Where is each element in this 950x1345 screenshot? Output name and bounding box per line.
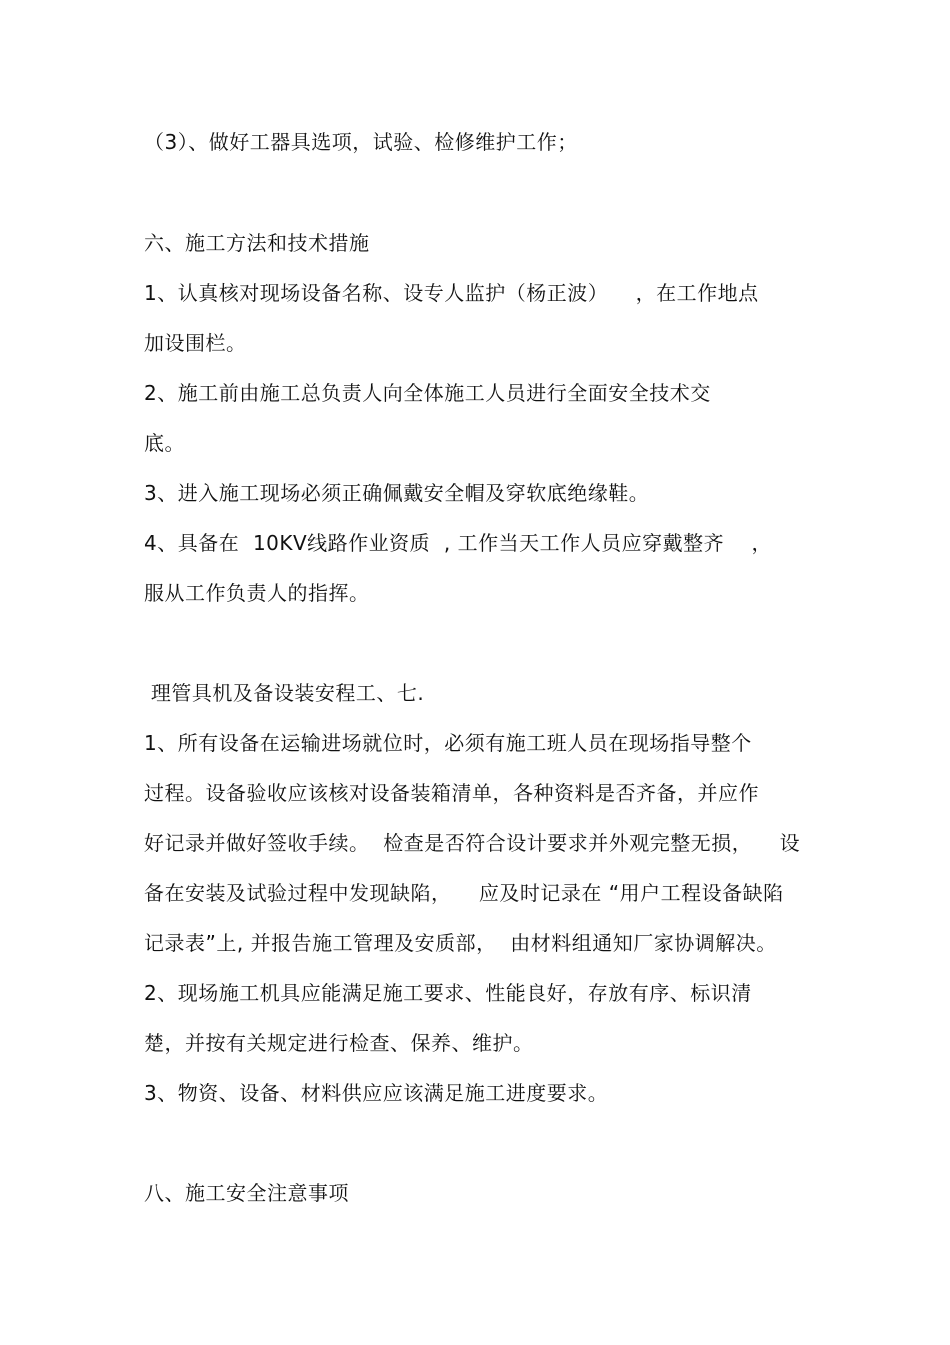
paragraph-line: 加设围栏。	[144, 331, 247, 355]
paragraph-line: 2、施工前由施工总负责人向全体施工人员进行全面安全技术交	[144, 381, 711, 405]
paragraph-line: 楚，并按有关规定进行检查、保养、维护。	[144, 1031, 534, 1055]
paragraph-line: 4、具备在 10KV线路作业资质 , 工作当天工作人员应穿戴整齐 ，	[144, 531, 773, 555]
paragraph-line: 2、现场施工机具应能满足施工要求、性能良好，存放有序、标识清	[144, 981, 752, 1005]
section-heading-construction-methods: 六、施工方法和技术措施	[144, 231, 370, 255]
paragraph-line: 好记录并做好签收手续。 检查是否符合设计要求并外观完整无损， 设	[144, 831, 801, 855]
paragraph-line: 1、所有设备在运输进场就位时，必须有施工班人员在现场指导整个	[144, 731, 752, 755]
paragraph-line: 1、认真核对现场设备名称、设专人监护（杨正波） ，在工作地点	[144, 281, 759, 305]
list-item-tool-maintenance: （3）、做好工器具选项，试验、检修维护工作；	[144, 130, 578, 154]
section-heading-equipment-management: 理管具机及备设装安程工、七.	[144, 681, 425, 705]
paragraph-line: 备在安装及试验过程中发现缺陷， 应及时记录在 “用户工程设备缺陷	[144, 881, 784, 905]
section-heading-safety-notes: 八、施工安全注意事项	[144, 1181, 349, 1205]
paragraph-line: 底。	[144, 431, 185, 455]
paragraph-line: 过程。设备验收应该核对设备装箱清单，各种资料是否齐备，并应作	[144, 781, 759, 805]
paragraph-line: 记录表”上, 并报告施工管理及安质部， 由材料组通知厂家协调解决。	[144, 931, 777, 955]
paragraph-line: 服从工作负责人的指挥。	[144, 581, 370, 605]
paragraph-line: 3、物资、设备、材料供应应该满足施工进度要求。	[144, 1081, 609, 1105]
paragraph-line: 3、进入施工现场必须正确佩戴安全帽及穿软底绝缘鞋。	[144, 481, 650, 505]
